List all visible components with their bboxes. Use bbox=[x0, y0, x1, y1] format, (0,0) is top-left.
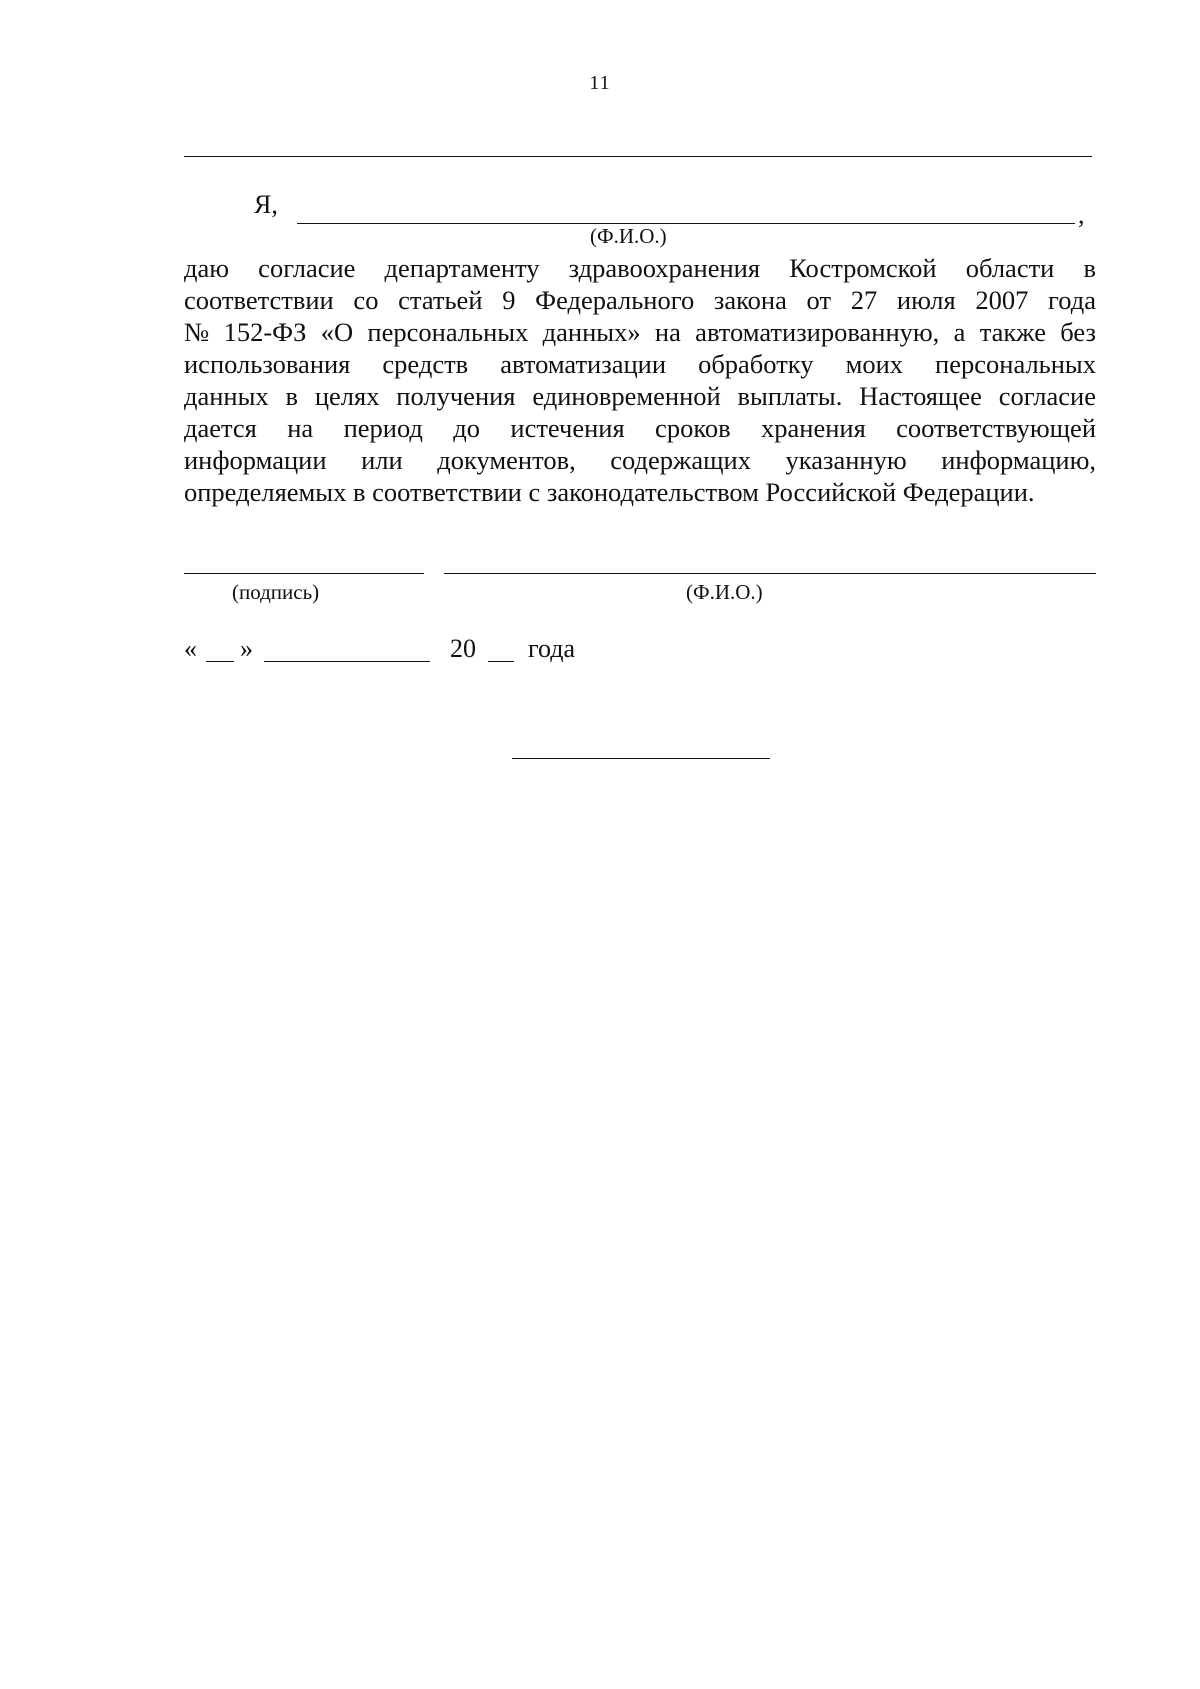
consent-line-7: информации или документов, содержащих указанную информацию, bbox=[184, 445, 1096, 475]
consent-line-2: соответствии со статьей 9 Федерального закона от 27 июля 2007 года bbox=[184, 285, 1096, 315]
date-year-word: года bbox=[528, 634, 576, 663]
top-separator-line bbox=[184, 156, 1092, 157]
ya-label: Я, bbox=[254, 190, 278, 219]
consent-line-3: № 152-ФЗ «О персональных данных» на автоматизированную, а также без bbox=[184, 317, 1096, 347]
date-year-prefix: 20 bbox=[450, 634, 476, 663]
consent-line-8: определяемых в соответствии с законодательством Российской Федерации. bbox=[184, 477, 1035, 507]
page-number: 11 bbox=[589, 72, 611, 94]
date-day-fill-line[interactable] bbox=[206, 661, 234, 662]
signature-caption: (подпись) bbox=[232, 580, 320, 604]
signature-fill-line[interactable] bbox=[184, 573, 424, 574]
ya-comma: , bbox=[1078, 200, 1085, 229]
date-year-fill-line[interactable] bbox=[488, 661, 514, 662]
fio-bottom-fill-line[interactable] bbox=[444, 573, 1096, 574]
fio-caption-top: (Ф.И.О.) bbox=[590, 224, 667, 248]
consent-line-1: даю согласие департаменту здравоохранения Костромской области в bbox=[184, 253, 1096, 283]
date-close-quote: » bbox=[240, 634, 253, 663]
consent-text bbox=[184, 252, 1096, 508]
date-open-quote: « bbox=[184, 634, 197, 663]
consent-line-4: использования средств автоматизации обработку моих персональных bbox=[184, 349, 1096, 379]
date-row bbox=[184, 634, 784, 668]
end-separator-line bbox=[512, 758, 770, 759]
date-month-fill-line[interactable] bbox=[264, 661, 430, 662]
fio-fill-line[interactable] bbox=[297, 223, 1075, 224]
consent-line-6: дается на период до истечения сроков хранения соответствующей bbox=[184, 413, 1096, 443]
fio-caption-bottom: (Ф.И.О.) bbox=[686, 580, 763, 604]
consent-line-5: данных в целях получения единовременной выплаты. Настоящее согласие bbox=[184, 381, 1096, 411]
